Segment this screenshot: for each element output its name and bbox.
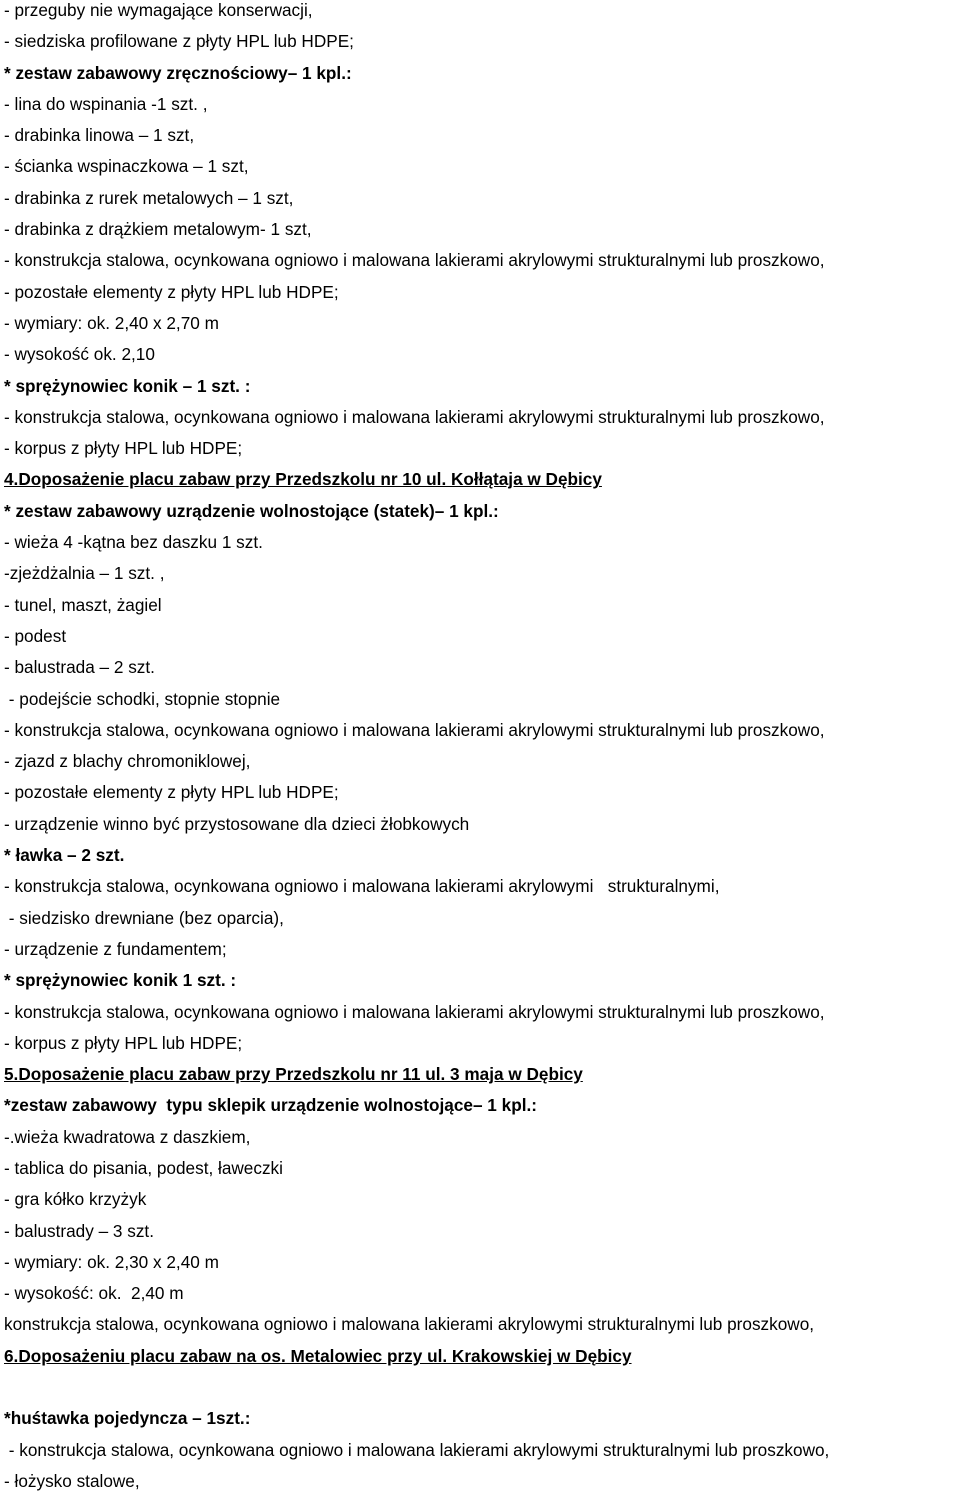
text-line: - gra kółko krzyżyk [4, 1189, 147, 1210]
text-line: - wysokość: ok. 2,40 m [4, 1283, 184, 1304]
item-heading: * zestaw zabawowy zręcznościowy– 1 kpl.: [4, 62, 352, 83]
section-heading: 6.Doposażeniu placu zabaw na os. Metalowiec przy ul. Krakowskiej w Dębicy [4, 1345, 632, 1366]
section-heading: 4.Doposażenie placu zabaw przy Przedszkolu nr 10 ul. Kołłątaja w Dębicy [4, 469, 602, 490]
text-line: - konstrukcja stalowa, ocynkowana ogniowo i malowana lakierami akrylowymi strukturalnymi lub proszkowo, [4, 719, 825, 740]
text-line: - ścianka wspinaczkowa – 1 szt, [4, 156, 249, 177]
text-line: - konstrukcja stalowa, ocynkowana ogniowo i malowana lakierami akrylowymi strukturalnymi lub proszkowo, [4, 1439, 830, 1460]
text-line: - balustrada – 2 szt. [4, 657, 155, 678]
text-line: -.wieża kwadratowa z daszkiem, [4, 1126, 251, 1147]
text-line: - siedziska profilowane z płyty HPL lub HDPE; [4, 31, 354, 52]
text-line: - balustrady – 3 szt. [4, 1220, 154, 1241]
text-line: - drabinka z rurek metalowych – 1 szt, [4, 187, 294, 208]
text-line: - pozostałe elementy z płyty HPL lub HDPE; [4, 281, 339, 302]
text-line [4, 1372, 960, 1403]
text-line: - drabinka z drążkiem metalowym- 1 szt, [4, 219, 312, 240]
text-line: - urządzenie winno być przystosowane dla dzieci żłobkowych [4, 813, 470, 834]
text-line: - wymiary: ok. 2,40 x 2,70 m [4, 312, 219, 333]
text-line: - zjazd z blachy chromoniklowej, [4, 751, 251, 772]
item-heading: * zestaw zabawowy uzrądzenie wolnostojące (statek)– 1 kpl.: [4, 500, 499, 521]
item-heading: * sprężynowiec konik – 1 szt. : [4, 375, 251, 396]
document-page [4, 0, 960, 1497]
text-line: - lina do wspinania -1 szt. , [4, 93, 208, 114]
text-line: - podest [4, 625, 67, 646]
text-line: -zjeżdżalnia – 1 szt. , [4, 563, 165, 584]
item-heading: * ławka – 2 szt. [4, 845, 125, 866]
text-line: - wymiary: ok. 2,30 x 2,40 m [4, 1251, 219, 1272]
text-line: - przeguby nie wymagające konserwacji, [4, 0, 313, 20]
item-heading: *zestaw zabawowy typu sklepik urządzenie wolnostojące– 1 kpl.: [4, 1095, 537, 1116]
text-line: - podejście schodki, stopnie stopnie [4, 688, 281, 709]
text-line: - korpus z płyty HPL lub HDPE; [4, 1032, 243, 1053]
text-line: - konstrukcja stalowa, ocynkowana ogniowo i malowana lakierami akrylowymi strukturalnymi lub proszkowo, [4, 1001, 825, 1022]
text-line: - konstrukcja stalowa, ocynkowana ogniowo i malowana lakierami akrylowymi strukturalnymi, [4, 876, 720, 897]
text-line: - urządzenie z fundamentem; [4, 938, 227, 959]
text-line: - tunel, maszt, żagiel [4, 594, 162, 615]
text-line: - wysokość ok. 2,10 [4, 344, 155, 365]
text-line: - konstrukcja stalowa, ocynkowana ogniowo i malowana lakierami akrylowymi strukturalnymi lub proszkowo, [4, 250, 825, 271]
section-heading: 5.Doposażenie placu zabaw przy Przedszkolu nr 11 ul. 3 maja w Dębicy [4, 1064, 583, 1085]
item-heading: *huśtawka pojedyncza – 1szt.: [4, 1408, 251, 1429]
text-line: - pozostałe elementy z płyty HPL lub HDPE; [4, 782, 339, 803]
text-line: konstrukcja stalowa, ocynkowana ogniowo i malowana lakierami akrylowymi strukturalnymi lub proszkowo, [4, 1314, 815, 1335]
text-line: - wieża 4 -kątna bez daszku 1 szt. [4, 532, 263, 553]
text-line: - tablica do pisania, podest, ławeczki [4, 1157, 283, 1178]
item-heading: * sprężynowiec konik 1 szt. : [4, 970, 237, 991]
text-line: - drabinka linowa – 1 szt, [4, 125, 195, 146]
text-line: - siedzisko drewniane (bez oparcia), [4, 907, 284, 928]
text-line: - konstrukcja stalowa, ocynkowana ogniowo i malowana lakierami akrylowymi strukturalnymi lub proszkowo, [4, 406, 825, 427]
text-line: - łożysko stalowe, [4, 1470, 140, 1491]
text-line: - korpus z płyty HPL lub HDPE; [4, 438, 243, 459]
